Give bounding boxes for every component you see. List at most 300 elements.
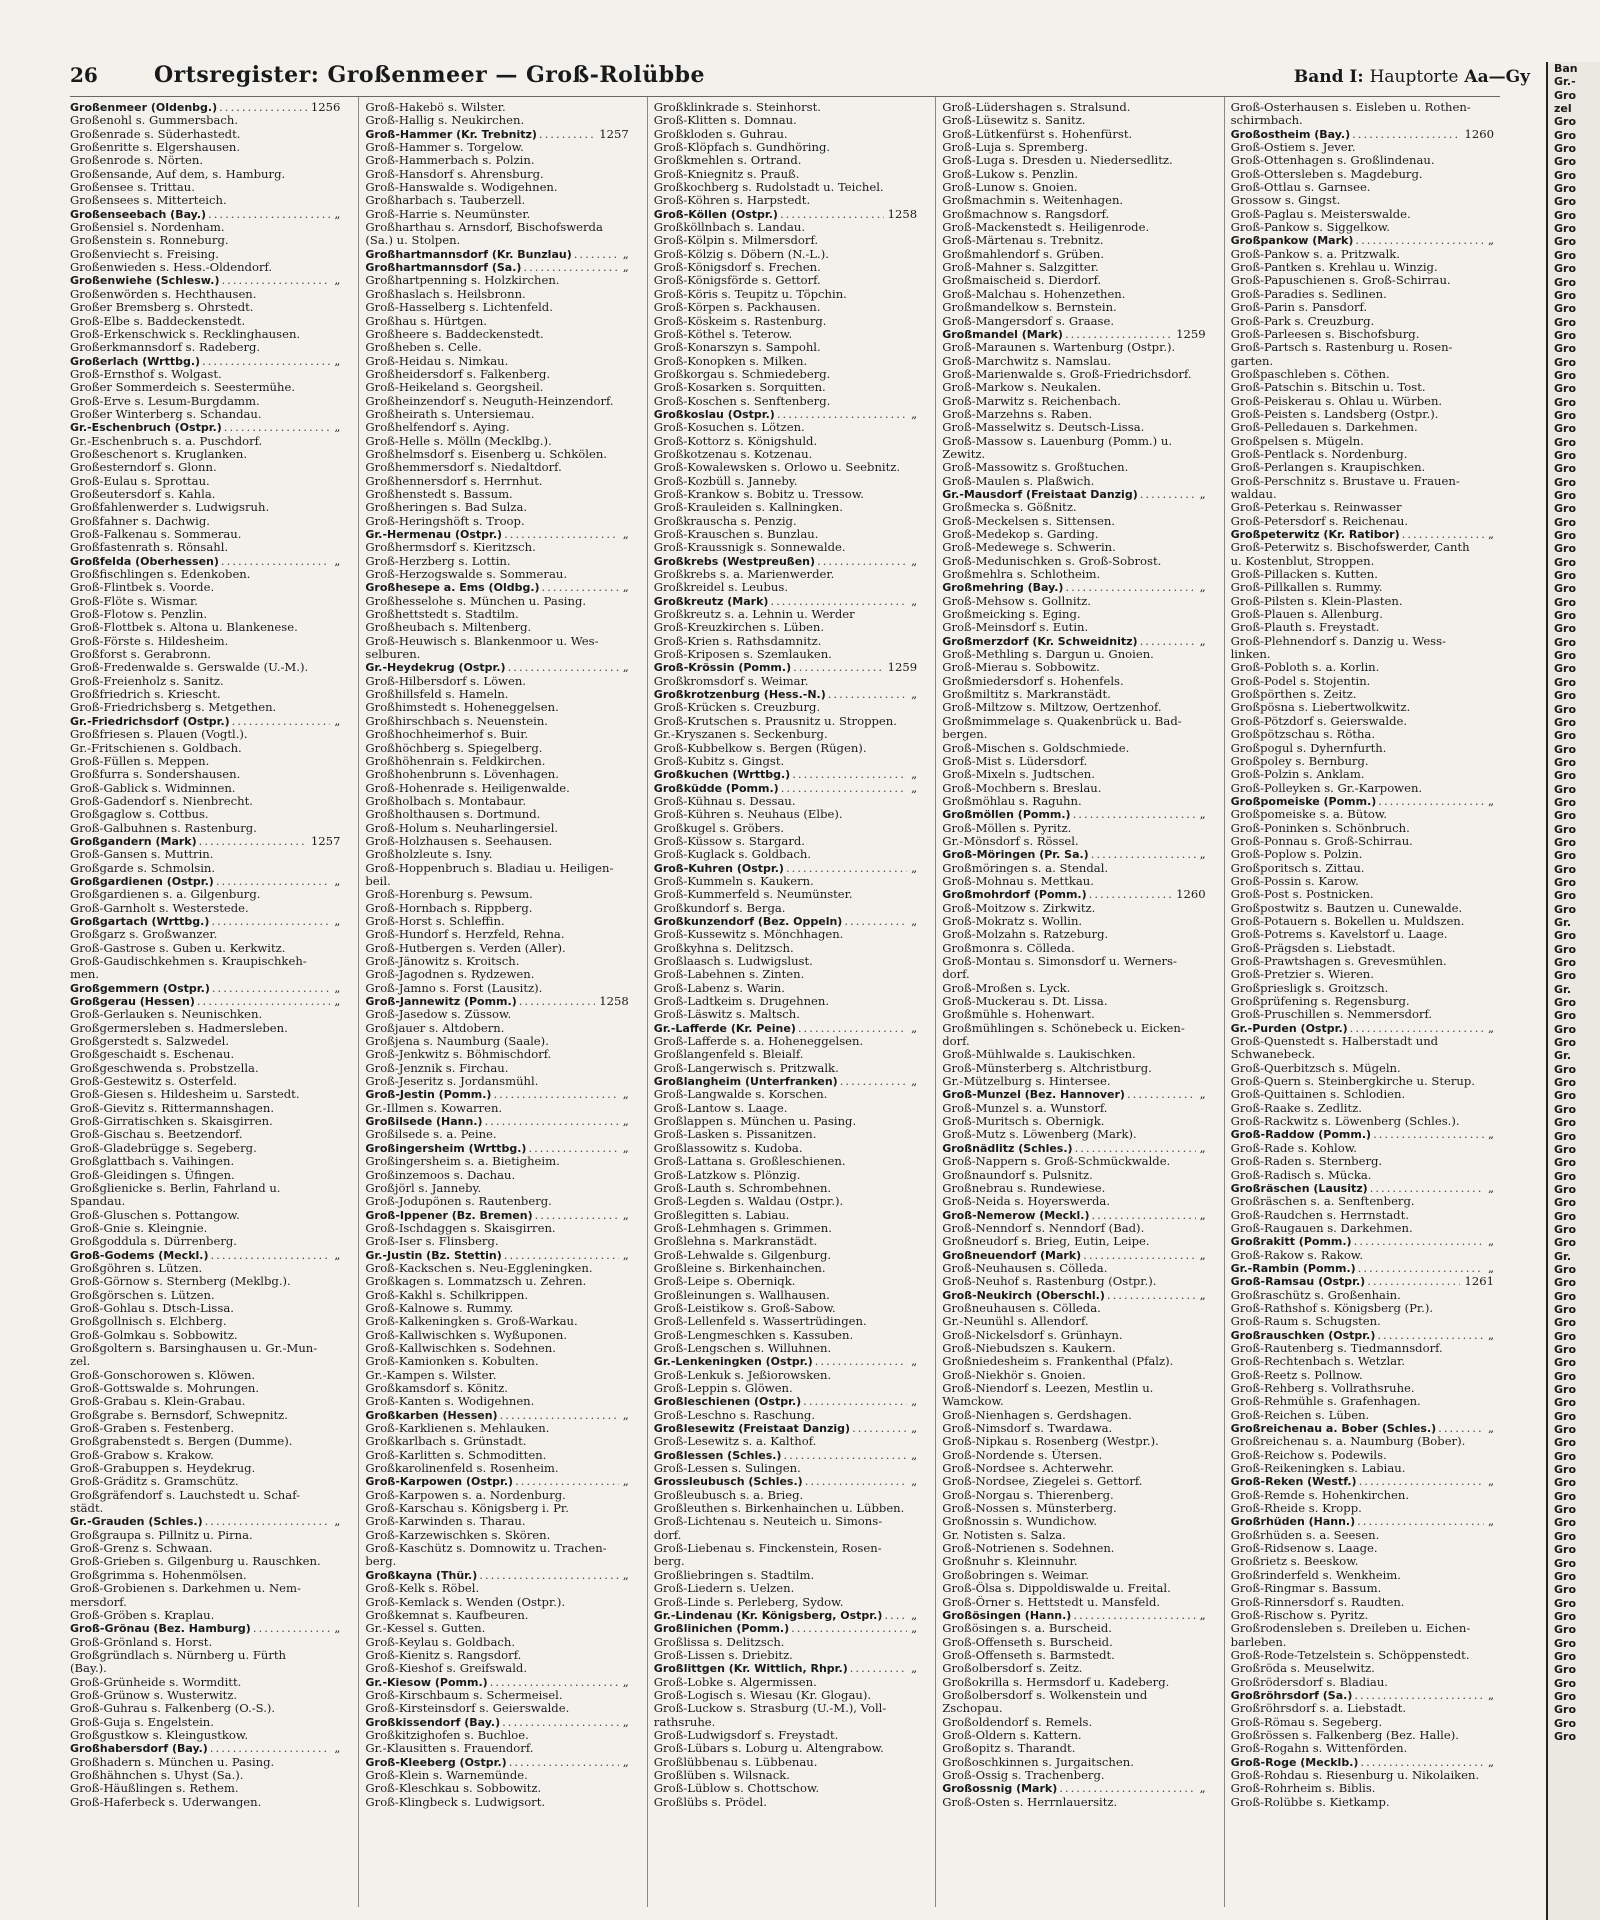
entry-text: Groß-Falkenau s. Sommerau. (70, 528, 242, 541)
index-entry (654, 368, 917, 381)
edge-fragment: Gro (1554, 475, 1577, 489)
index-entry-main (942, 808, 1205, 821)
entry-text: Groß-Hammer s. Torgelow. (365, 141, 524, 155)
entry-text: Groß-Medunischken s. Groß-Sobrost. (942, 554, 1162, 568)
page-reference: „ (622, 1248, 629, 1262)
entry-text: Groß-Kummeln s. Kaukern. (653, 874, 814, 888)
index-entry (942, 835, 1205, 848)
index-entry (654, 1676, 917, 1689)
edge-fragment: Gro (1554, 262, 1577, 276)
entry-text: Groß-Lasken s. Pissanitzen. (653, 1128, 817, 1142)
index-entry (70, 1142, 340, 1155)
index-entry-main (942, 1289, 1205, 1302)
entry-text: Groß-Flottbek s. Altona u. Blankenese. (70, 621, 298, 635)
index-entry (654, 1249, 917, 1262)
entry-text: Spandau. (70, 1195, 126, 1209)
index-entry (365, 488, 628, 501)
entry-text: Groß-Kallwischken s. Sodehnen. (365, 1341, 556, 1355)
index-entry (654, 288, 917, 301)
entry-text: Groß-Papuschienen s. Groß-Schirrau. (1230, 274, 1451, 288)
entry-text: Großrössen s. Falkenberg (Bez. Halle). (1230, 1728, 1459, 1742)
page-reference: „ (911, 1662, 918, 1676)
index-entry (942, 862, 1205, 875)
entry-text: Großkrauscha s. Penzig. (653, 514, 797, 528)
edge-fragment: Gro (1554, 1302, 1577, 1316)
index-entry (654, 982, 917, 995)
leader-dots (1073, 1609, 1195, 1622)
index-entry (70, 1195, 340, 1208)
index-entry (654, 1169, 917, 1182)
entry-text: Großgrabe s. Bernsdorf, Schwepnitz. (70, 1408, 288, 1422)
index-entry (654, 621, 917, 634)
leader-dots (202, 355, 330, 368)
entry-text: Groß-Kölpin s. Milmersdorf. (653, 234, 819, 248)
entry-text: Großgartach (Wrttbg.) (70, 914, 210, 928)
index-entry-main (654, 555, 917, 568)
index-entry (365, 875, 628, 888)
index-entry (1231, 782, 1494, 795)
index-entry (70, 1275, 340, 1288)
index-entry (1231, 194, 1494, 207)
entry-text: Großgustkow s. Kleingustkow. (70, 1728, 249, 1742)
entry-text: Schwanebeck. (1230, 1048, 1316, 1062)
entry-text: Großreichenau a. Bober (Schles.) (1230, 1422, 1437, 1436)
entry-text: Groß-Plehnendorf s. Danzig u. Wess- (1230, 634, 1446, 648)
index-entry (942, 154, 1205, 167)
entry-text: Großkrotzenburg (Hess.-N.) (653, 688, 826, 702)
index-column-5 (1224, 97, 1500, 1907)
entry-text: Großfastenrath s. Rönsahl. (70, 541, 229, 555)
index-entry (654, 1515, 917, 1528)
entry-text: Großopitz s. Tharandt. (942, 1742, 1076, 1756)
edge-fragment: Gro (1554, 1476, 1577, 1490)
edge-fragment: Gro (1554, 1396, 1577, 1410)
entry-text: Groß-Polleyken s. Gr.-Karpowen. (1230, 781, 1423, 795)
leader-dots (1350, 1022, 1484, 1035)
entry-text: Groß-Kamionken s. Kobulten. (365, 1355, 539, 1369)
index-entry (654, 822, 917, 835)
index-entry (1231, 1662, 1494, 1675)
index-entry (70, 501, 340, 514)
index-entry (942, 701, 1205, 714)
index-entry-main (1231, 1275, 1494, 1288)
entry-text: Groß-Gaudischkehmen s. Kraupischkeh- (70, 955, 307, 968)
page-reference: „ (334, 354, 341, 368)
index-entry-main (942, 635, 1205, 648)
entry-text: Großhadern s. München u. Pasing. (70, 1755, 275, 1769)
leader-dots (1378, 795, 1484, 808)
entry-text: Gr.-Neunühl s. Allendorf. (942, 1315, 1089, 1329)
index-entry (365, 1596, 628, 1609)
entry-text: Groß-Prägsden s. Liebstadt. (1230, 941, 1396, 955)
entry-text: Groß-Mangersdorf s. Graase. (942, 314, 1115, 328)
entry-text: Großfriedrich s. Kriescht. (70, 688, 221, 702)
index-entry (1231, 448, 1494, 461)
leader-dots (509, 1756, 619, 1769)
edge-fragment: Gro (1554, 1529, 1577, 1543)
index-entry (70, 1182, 340, 1195)
index-entry (70, 675, 340, 688)
entry-text: Gr.-Eschenbruch (Ostpr.) (70, 421, 222, 435)
entry-text: Groß-Labehnen s. Zinten. (653, 968, 805, 982)
index-entry-main (1231, 128, 1494, 141)
page-reference: „ (334, 1515, 341, 1529)
edge-fragment: Gro (1554, 395, 1577, 409)
index-entry (1231, 381, 1494, 394)
entry-text: garten. (1230, 354, 1274, 368)
index-entry (365, 328, 628, 341)
index-entry (70, 648, 340, 661)
entry-text: Groß-Köris s. Teupitz u. Töpchin. (653, 287, 847, 301)
entry-text: Groß-Kniegnitz s. Prauß. (653, 167, 800, 181)
index-entry (365, 1155, 628, 1168)
index-entry-main (1231, 1182, 1494, 1195)
leader-dots (574, 248, 619, 261)
index-entry (70, 1048, 340, 1061)
entry-text: Großgardienen s. a. Gilgenburg. (70, 888, 261, 902)
entry-text: Groß-Krankow s. Bobitz u. Tressow. (653, 487, 864, 501)
entry-text: Großhermsdorf s. Kieritzsch. (365, 541, 536, 555)
index-entry (942, 1115, 1205, 1128)
index-entry (942, 1555, 1205, 1568)
entry-text: Groß-Kreuzkirchen s. Lüben. (653, 621, 825, 635)
page-reference: „ (622, 1115, 629, 1129)
index-entry (654, 1382, 917, 1395)
index-entry (365, 1169, 628, 1182)
index-entry (942, 995, 1205, 1008)
entry-text: Groß-Kaschütz s. Domnowitz u. Trachen- (365, 1542, 607, 1556)
entry-text: Groß-Keylau s. Goldbach. (365, 1635, 516, 1649)
index-entry (654, 1596, 917, 1609)
index-entry-main (942, 1209, 1205, 1222)
index-entry (942, 648, 1205, 661)
edge-fragment: Gro (1554, 1196, 1577, 1210)
entry-text: Groß-Gadendorf s. Nienbrecht. (70, 794, 253, 808)
entry-text: Großrödersdorf s. Bladiau. (1230, 1675, 1388, 1689)
index-entry (70, 221, 340, 234)
index-entry (1231, 1489, 1494, 1502)
edge-fragment: Gro (1554, 1262, 1577, 1276)
entry-text: Groß-Maraunen s. Wartenburg (Ostpr.). (942, 341, 1176, 355)
index-entry (1231, 488, 1494, 501)
index-entry (654, 448, 917, 461)
entry-text: Groß-Latzkow s. Plönzig. (653, 1168, 801, 1182)
edge-fragment: Gro (1554, 1182, 1577, 1196)
index-entry (1231, 1676, 1494, 1689)
leader-dots (1091, 848, 1196, 861)
entry-text: Großgerstedt s. Salzwedel. (70, 1035, 230, 1049)
index-columns (70, 96, 1500, 1907)
index-entry (1231, 355, 1494, 368)
index-entry (365, 1689, 628, 1702)
entry-text: Groß-Krössin (Pomm.) (653, 661, 792, 675)
index-entry (365, 835, 628, 848)
edge-fragment: Gro (1554, 555, 1577, 569)
entry-text: Groß-Kanten s. Wodigehnen. (365, 1395, 535, 1409)
index-entry (942, 782, 1205, 795)
index-entry (942, 1369, 1205, 1382)
index-entry (1231, 902, 1494, 915)
edge-fragment: Gro (1554, 1489, 1577, 1503)
entry-text: Großpriesligk s. Groitzsch. (1230, 981, 1389, 995)
index-entry-main (1231, 1329, 1494, 1342)
entry-text: Gr.-Grauden (Schles.) (70, 1515, 203, 1529)
entry-text: Groß-Mohnau s. Mettkau. (942, 874, 1094, 888)
entry-text: Groß-Offenseth s. Burscheid. (942, 1635, 1113, 1649)
page-reference: „ (911, 1475, 918, 1489)
leader-dots (211, 915, 330, 928)
index-entry (654, 1329, 917, 1342)
index-entry-main (70, 421, 340, 434)
entry-text: Großneuendorf (Mark) (942, 1248, 1082, 1262)
index-entry (365, 1302, 628, 1315)
index-entry (365, 181, 628, 194)
edge-fragment: Gro (1554, 408, 1577, 422)
index-entry (365, 608, 628, 621)
entry-text: Groß-Kalnowe s. Rummy. (365, 1301, 514, 1315)
entry-text: Groß-Förste s. Hildesheim. (70, 634, 229, 648)
entry-text: Groß-Gischau s. Beetzendorf. (70, 1128, 243, 1142)
index-entry (365, 141, 628, 154)
edge-fragment: Gro (1554, 542, 1577, 556)
entry-text: u. Kostenblut, Stroppen. (1230, 554, 1375, 568)
entry-text: Großingersheim s. a. Bietigheim. (365, 1155, 560, 1169)
index-entry-main (70, 982, 340, 995)
entry-text: Groß-Görnow s. Sternberg (Meklbg.). (70, 1275, 291, 1289)
index-entry (365, 461, 628, 474)
entry-text: Großkagen s. Lommatzsch u. Zehren. (365, 1275, 587, 1289)
entry-text: Groß-Jenkwitz s. Böhmischdorf. (365, 1048, 552, 1062)
edge-fragment: Gro (1554, 622, 1577, 636)
entry-text: Groß-Partsch s. Rastenburg u. Rosen- (1230, 341, 1453, 355)
index-entry (365, 1008, 628, 1021)
leader-dots (1089, 888, 1172, 901)
index-entry (365, 782, 628, 795)
index-entry (1231, 875, 1494, 888)
entry-text: Großobringen s. Weimar. (942, 1568, 1089, 1582)
entry-text: Großkyhna s. Delitzsch. (653, 941, 794, 955)
index-column-1 (70, 97, 346, 1907)
index-entry (942, 475, 1205, 488)
entry-text: Groß-Klein s. Warnemünde. (365, 1768, 528, 1782)
entry-text: Groß-Königsdorf s. Frechen. (653, 261, 821, 275)
entry-text: Großlassowitz s. Kudoba. (653, 1141, 803, 1155)
entry-text: Groß-Jannewitz (Pomm.) (365, 995, 517, 1009)
entry-text: Großlehna s. Markranstädt. (653, 1235, 818, 1249)
entry-text: Großrhüden s. a. Seesen. (1230, 1528, 1380, 1542)
index-entry (365, 635, 628, 648)
entry-text: Großprüfening s. Regensburg. (1230, 995, 1410, 1009)
leader-dots (1091, 1209, 1195, 1222)
index-entry (1231, 621, 1494, 634)
index-entry (70, 621, 340, 634)
entry-text: Groß-Freienholz s. Sanitz. (70, 674, 224, 688)
index-entry (70, 795, 340, 808)
index-entry (942, 1636, 1205, 1649)
edge-fragment: Gro (1554, 435, 1577, 449)
index-entry (1231, 1355, 1494, 1368)
leader-dots (479, 1569, 619, 1582)
index-entry (365, 1369, 628, 1382)
leader-dots (792, 768, 907, 781)
index-entry (1231, 1582, 1494, 1595)
index-entry (654, 942, 917, 955)
index-entry (942, 1409, 1205, 1422)
index-entry (654, 1689, 917, 1702)
index-entry (942, 1169, 1205, 1182)
entry-text: Großkreutz s. a. Lehnin u. Werder (653, 608, 855, 622)
entry-text: Groß-Niendorf s. Leezen, Mestlin u. (942, 1382, 1154, 1395)
entry-text: Groß-Grünow s. Wusterwitz. (70, 1688, 238, 1702)
index-entry (654, 461, 917, 474)
index-entry (942, 1435, 1205, 1448)
page-reference: „ (911, 914, 918, 928)
edge-fragment: Gro (1554, 1463, 1577, 1477)
page-reference: „ (1199, 808, 1206, 822)
entry-text: Groß-Gnie s. Kleingnie. (70, 1221, 208, 1235)
entry-text: Großklinkrade s. Steinhorst. (653, 101, 821, 114)
index-entry (70, 1022, 340, 1035)
edge-fragment: Gro (1554, 222, 1577, 236)
index-entry (942, 1315, 1205, 1328)
entry-text: Gr.-Friedrichsdorf (Ostpr.) (70, 714, 230, 728)
edge-fragment: Gro (1554, 795, 1577, 809)
leader-dots (1354, 1235, 1484, 1248)
entry-text: Groß-Marzehns s. Raben. (942, 407, 1093, 421)
index-entry (365, 288, 628, 301)
entry-text: Groß-Meckelsen s. Sittensen. (942, 514, 1115, 528)
index-entry (365, 1702, 628, 1715)
edge-fragment: Gro (1554, 1689, 1577, 1703)
index-entry (654, 835, 917, 848)
entry-text: Groß-Podel s. Stojentin. (1230, 674, 1371, 688)
index-entry (654, 1195, 917, 1208)
entry-text: Großgarde s. Schmolsin. (70, 861, 216, 875)
leader-dots (1357, 1515, 1484, 1528)
index-entry (942, 1075, 1205, 1088)
leader-dots (1367, 1275, 1460, 1288)
index-entry (365, 1742, 628, 1755)
entry-text: Großlappen s. München u. Pasing. (653, 1115, 857, 1129)
index-entry-main (70, 101, 340, 114)
page-reference: „ (334, 914, 341, 928)
entry-text: Groß-Nipkau s. Rosenberg (Westpr.). (942, 1435, 1159, 1449)
index-entry (70, 1422, 340, 1435)
entry-text: (Bay.). (70, 1662, 107, 1676)
edge-fragment: Gro (1554, 1503, 1577, 1517)
index-entry-main (1231, 1515, 1494, 1528)
entry-text: Groß-Mierau s. Sobbowitz. (942, 661, 1100, 675)
entry-text: Großgrimma s. Hohenmölsen. (70, 1568, 247, 1582)
index-entry (942, 381, 1205, 394)
index-entry-main (654, 1355, 917, 1368)
entry-text: Großpomeiske (Pomm.) (1230, 794, 1377, 808)
index-entry (1231, 1155, 1494, 1168)
edge-fragment: Gro (1554, 715, 1577, 729)
index-entry (1231, 1782, 1494, 1795)
index-entry (1231, 928, 1494, 941)
entry-text: Groß-Plauth s. Freystadt. (1230, 621, 1380, 635)
index-entry (70, 181, 340, 194)
volume-range: Aa—Gy (1464, 67, 1530, 87)
entry-text: Großmonra s. Cölleda. (942, 941, 1075, 955)
edge-fragment: Gro (1554, 835, 1577, 849)
leader-dots (815, 1355, 907, 1368)
page-reference: „ (622, 1088, 629, 1102)
page-reference: „ (1487, 1755, 1494, 1769)
leader-dots (805, 1475, 907, 1488)
index-entry-main (70, 715, 340, 728)
entry-text: Großgörschen s. Lützen. (70, 1288, 215, 1302)
index-entry (942, 1622, 1205, 1635)
entry-text: Großgöhren s. Lützen. (70, 1261, 203, 1275)
index-entry (942, 1742, 1205, 1755)
entry-text: Großhöhenrain s. Feldkirchen. (365, 754, 546, 768)
index-entry (942, 1756, 1205, 1769)
entry-text: Groß-Rechtenbach s. Wetzlar. (1230, 1355, 1406, 1369)
index-entry (654, 1115, 917, 1128)
edge-fragment: Gro (1554, 88, 1577, 102)
entry-text: Groß-Rakow s. Rakow. (1230, 1248, 1364, 1262)
index-entry (654, 1636, 917, 1649)
entry-text: Großhennersdorf s. Herrnhut. (365, 474, 543, 488)
entry-text: Groß-Patschin s. Bitschin u. Tost. (1230, 381, 1426, 395)
entry-text: Groß-Krauschen s. Bunzlau. (653, 528, 819, 541)
edge-fragment: Gro (1554, 929, 1577, 943)
entry-text: Groß-Horst s. Schleffin. (365, 914, 505, 928)
entry-text: Großheubach s. Miltenberg. (365, 621, 532, 635)
index-entry (70, 1676, 340, 1689)
index-entry (1231, 1596, 1494, 1609)
entry-text: Großfriesen s. Plauen (Vogtl.). (70, 728, 248, 742)
index-entry (365, 515, 628, 528)
leader-dots (1358, 1262, 1484, 1275)
entry-text: Großholzleute s. Isny. (365, 848, 493, 862)
index-entry-main (365, 128, 628, 141)
entry-text: Groß-Königsförde s. Gettorf. (653, 274, 821, 288)
index-entry (942, 1582, 1205, 1595)
page-reference: „ (1199, 581, 1206, 595)
entry-text: Groß-Ramsau (Ostpr.) (1230, 1275, 1366, 1289)
edge-fragment: Gro (1554, 635, 1577, 649)
index-entry (654, 928, 917, 941)
entry-text: Großrhüden (Hann.) (1230, 1515, 1356, 1529)
index-entry (365, 301, 628, 314)
index-entry (654, 635, 917, 648)
entry-text: Groß-Gottswalde s. Mohrungen. (70, 1382, 260, 1395)
index-entry (654, 515, 917, 528)
index-entry (1231, 982, 1494, 995)
entry-text: Großmandel (Mark) (942, 327, 1063, 341)
entry-text: Großenseebach (Bay.) (70, 207, 207, 221)
index-entry (1231, 1716, 1494, 1729)
leader-dots (485, 1115, 619, 1128)
entry-text: Gr.-Mönsdorf s. Rössel. (942, 834, 1079, 848)
leader-dots (535, 1209, 619, 1222)
entry-text: Groß-Post s. Postnicken. (1230, 888, 1374, 902)
entry-text: Groß-Graben s. Festenberg. (70, 1422, 235, 1436)
index-entry (1231, 1462, 1494, 1475)
entry-text: Groß-Ladtkeim s. Drugehnen. (653, 995, 830, 1009)
entry-text: Groß-Mühlwalde s. Laukischken. (942, 1048, 1136, 1062)
entry-text: Groß-Medekop s. Garding. (942, 528, 1099, 541)
edge-fragment: Gro (1554, 422, 1577, 436)
entry-text: Groß-Hutbergen s. Verden (Aller). (365, 941, 566, 955)
page-reference: „ (622, 581, 629, 595)
index-entry (365, 315, 628, 328)
entry-text: Groß-Köllen (Ostpr.) (653, 207, 778, 221)
leader-dots (1127, 1088, 1196, 1101)
